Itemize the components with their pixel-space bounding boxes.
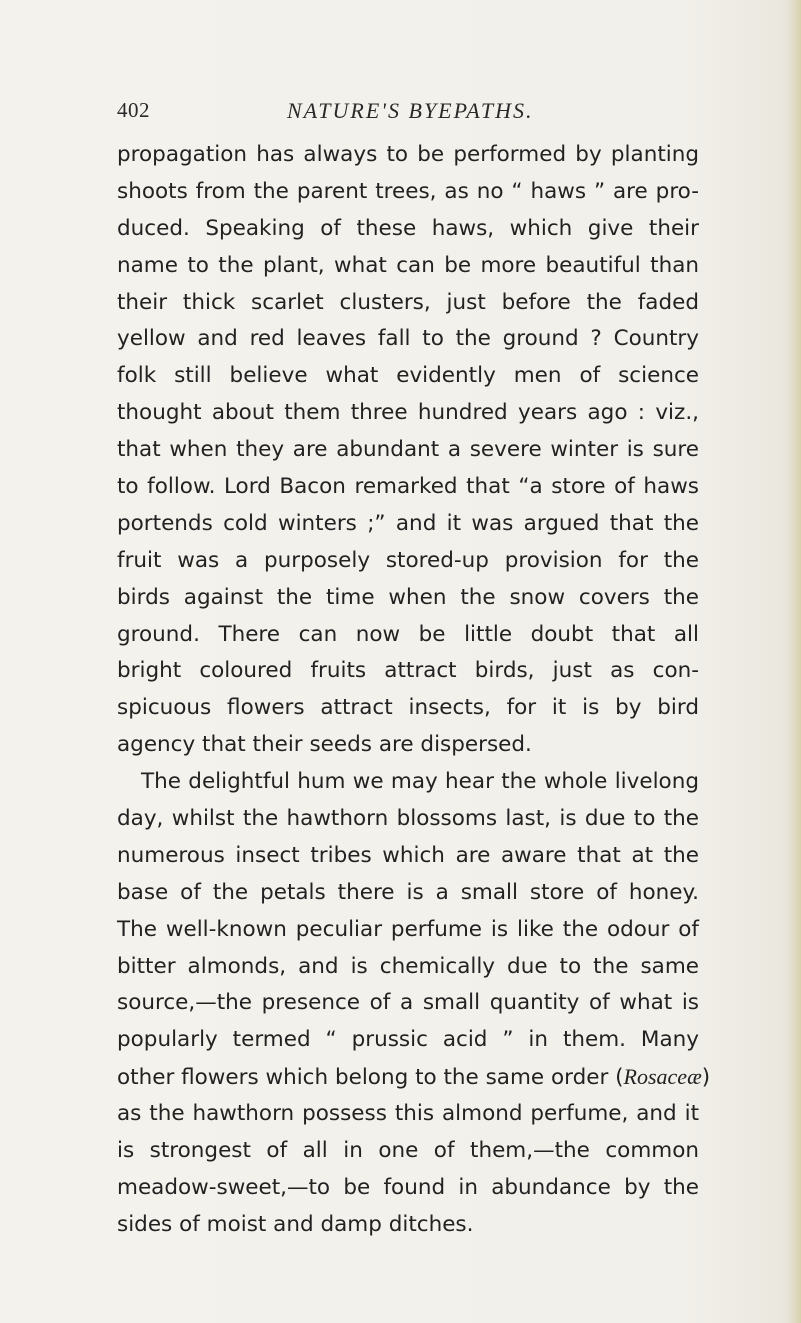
text-line: day, whilst the hawthorn blossoms last, is due to the [117,806,699,832]
text-line: is strongest of all in one of them,—the common [117,1138,699,1164]
text-line: to follow. Lord Bacon remarked that “a store of haws [117,474,699,500]
text-line: shoots from the parent trees, as no “ haws ” are pro- [117,178,699,204]
text-line: bitter almonds, and is chemically due to the same [117,953,699,979]
paragraph-start-line: The delightful hum we may hear the whole livelong [141,769,699,795]
line-segment: other flowers which belong to the same order ( [117,1065,624,1091]
text-line: birds against the time when the snow covers the [117,584,699,610]
text-line: The well-known peculiar perfume is like the odour of [117,916,699,942]
text-line: spicuous flowers attract insects, for it is by bird [117,695,699,721]
text-line: yellow and red leaves fall to the ground ? Country [117,326,699,352]
paragraph-end-line: sides of moist and damp ditches. [117,1211,474,1237]
running-title: NATURE'S BYEPATHS. [287,98,534,123]
text-line: fruit was a purposely stored-up provision for the [117,547,699,573]
text-line-with-italic [117,1059,711,1096]
text-line: their thick scarlet clusters, just before the faded [117,289,699,315]
body-text [117,137,711,1244]
text-line: numerous insect tribes which are aware that at the [117,842,699,868]
text-line: that when they are abundant a severe winter is sure [117,437,699,463]
text-line: duced. Speaking of these haws, which give their [117,215,699,241]
text-line: thought about them three hundred years ago : viz., [117,400,699,426]
page-edge-shading [787,0,801,1323]
text-line: as the hawthorn possess this almond perfume, and it [117,1101,699,1127]
paragraph-end-line: agency that their seeds are dispersed. [117,732,532,758]
text-line: base of the petals there is a small store of honey. [117,879,699,905]
text-line: ground. There can now be little doubt that all [117,621,699,647]
italic-term: Rosaceæ [623,1064,702,1090]
text-line: name to the plant, what can be more beautiful than [117,252,699,278]
text-line: popularly termed “ prussic acid ” in them. Many [117,1027,699,1053]
text-line: portends cold winters ;” and it was argued that the [117,510,699,536]
text-line: folk still believe what evidently men of science [117,363,699,389]
text-line: bright coloured fruits attract birds, just as con- [117,658,699,684]
page-number: 402 [117,98,150,122]
line-segment: ) [701,1065,711,1091]
text-line: source,—the presence of a small quantity of what is [117,990,699,1016]
running-header [117,98,687,128]
text-line: propagation has always to be performed by planting [117,142,699,167]
text-line: meadow-sweet,—to be found in abundance by the [117,1174,699,1200]
